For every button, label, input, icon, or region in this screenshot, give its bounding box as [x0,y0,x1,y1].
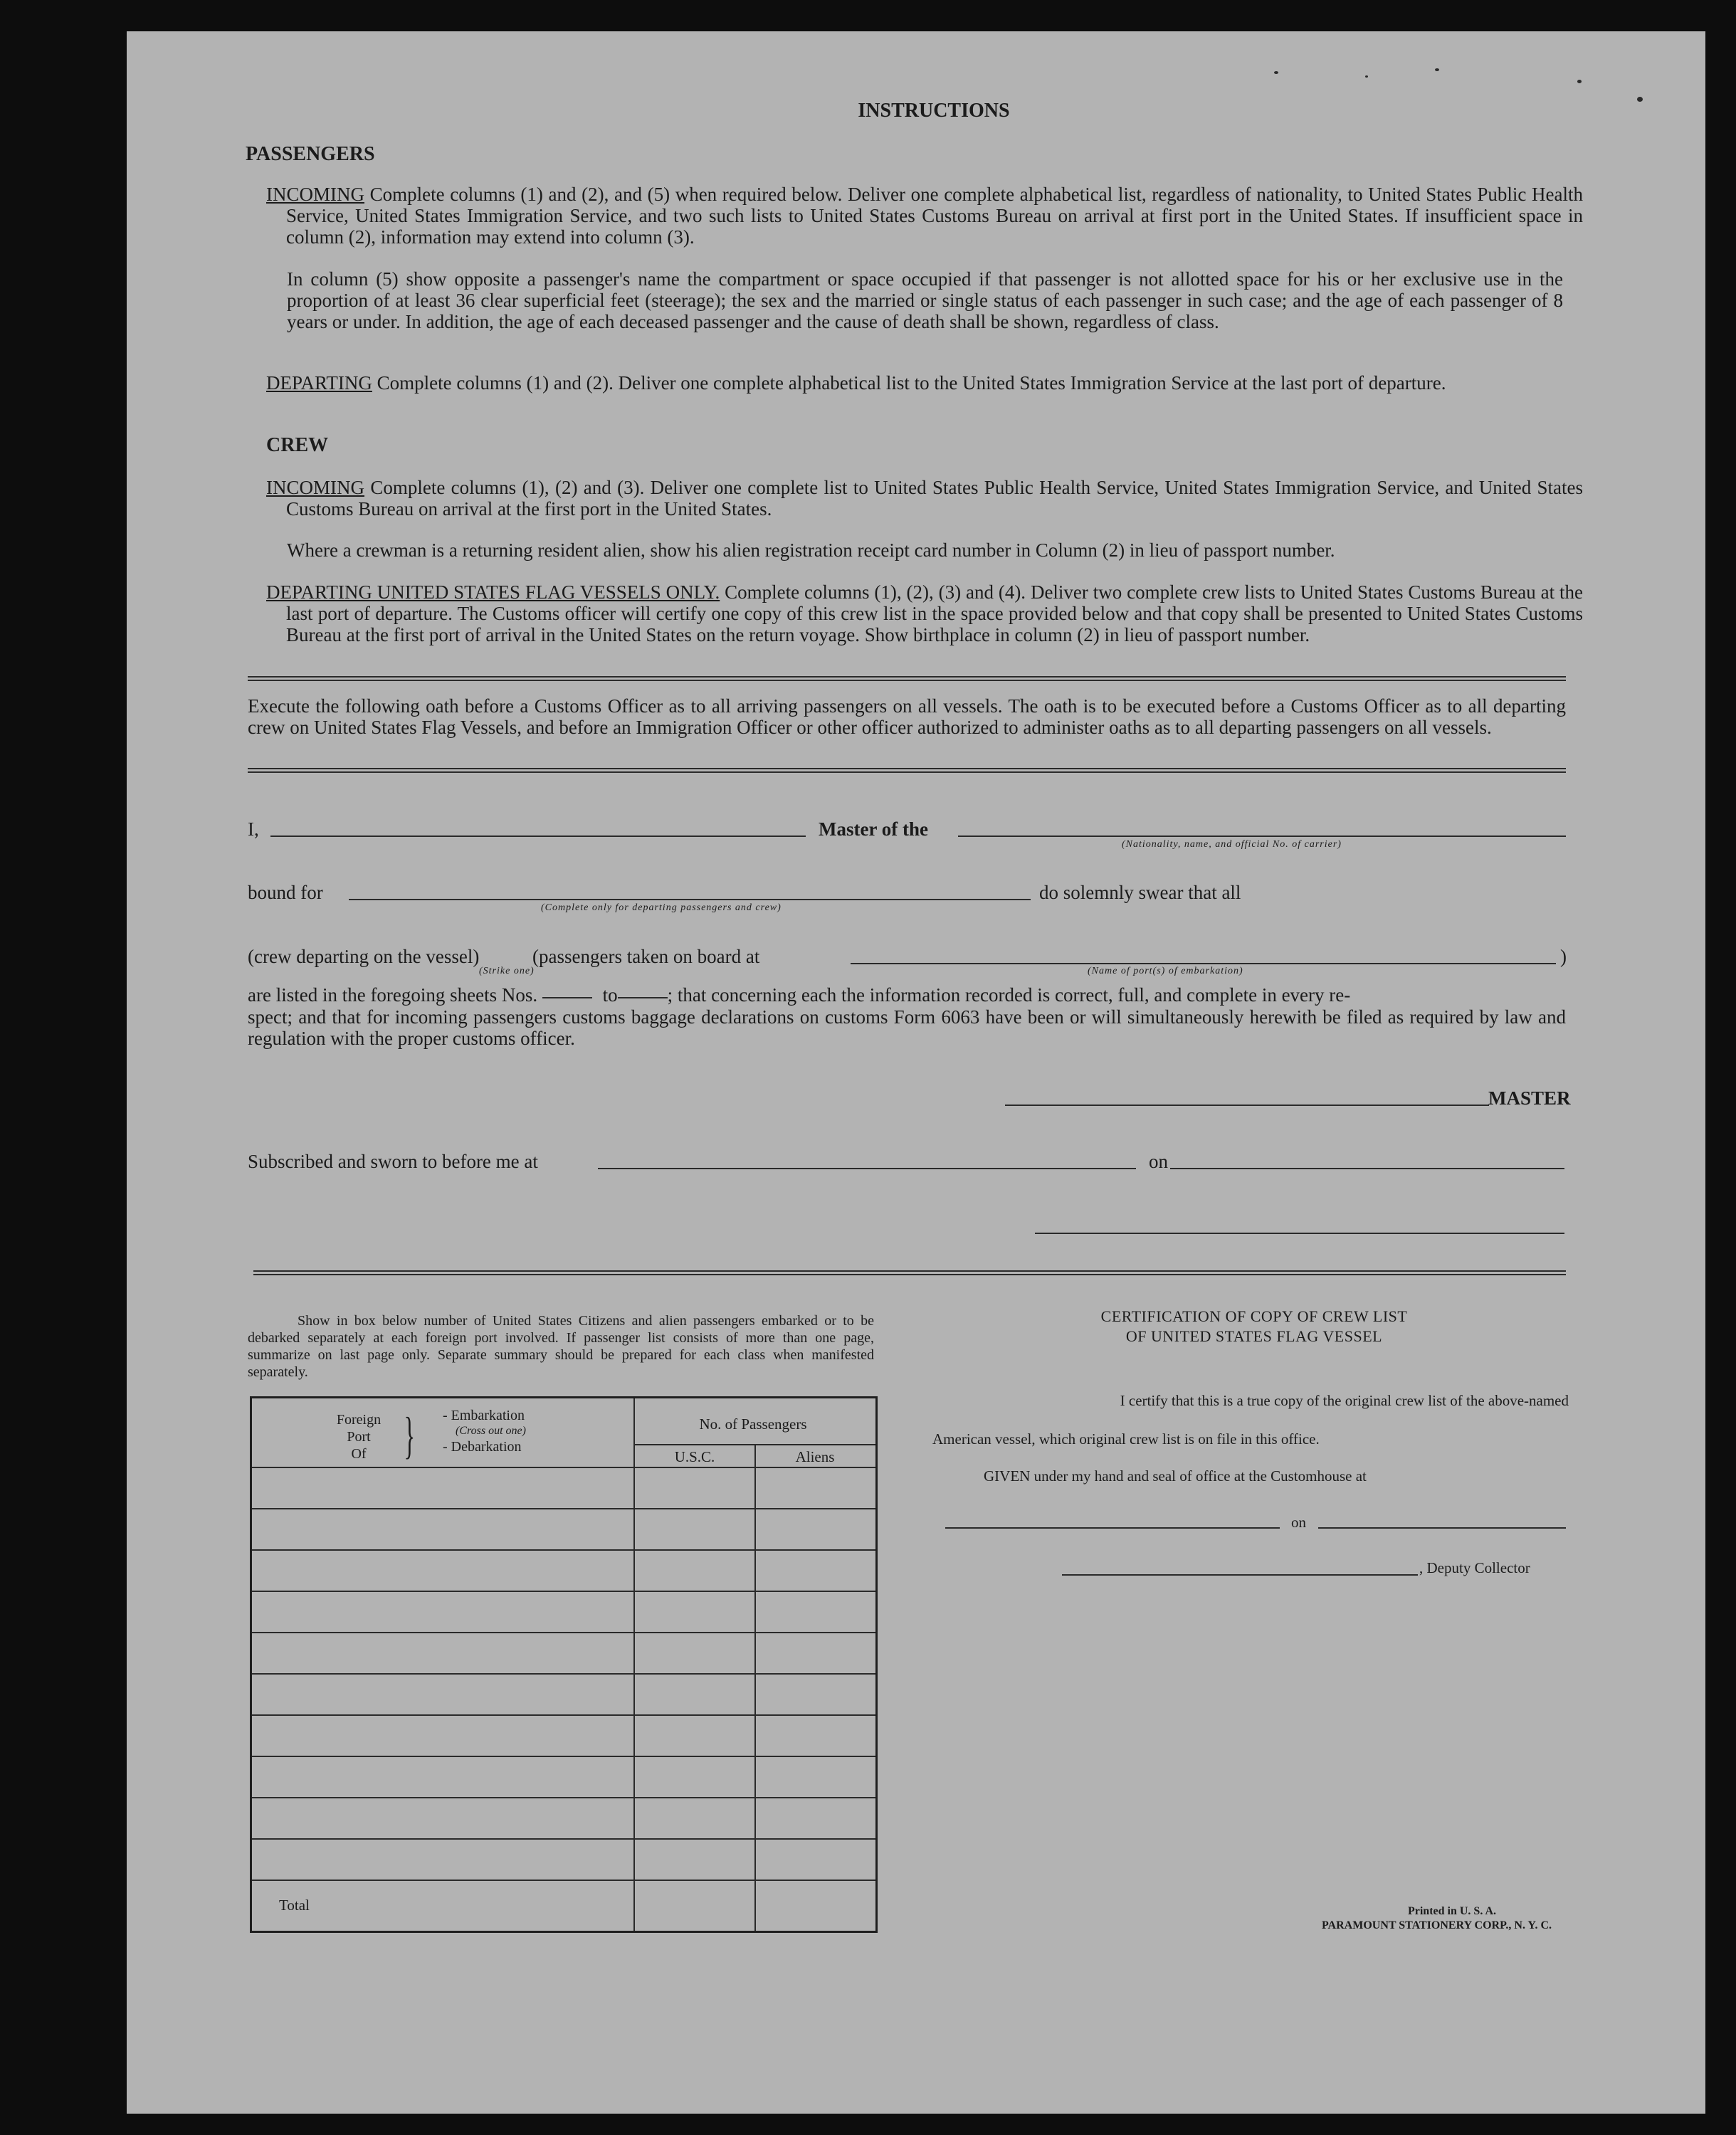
master-signature-field[interactable] [1005,1105,1489,1106]
passengers-departing-text: Complete columns (1) and (2). Deliver one complete alphabetical list to the United States Immigration Service at the last port of departure. [377,372,1446,394]
crew-departing-paragraph [266,581,1583,645]
sworn-place-field[interactable] [598,1168,1136,1169]
passengers-departing-paragraph [266,372,1583,394]
speck-mark [1274,71,1278,74]
crew-heading: CREW [266,434,329,456]
col-divider [633,1398,635,1931]
certification-date-field[interactable] [1318,1527,1566,1529]
brace-icon: } [404,1407,416,1464]
row-divider [252,1756,875,1757]
embarkation-option[interactable]: - Embarkation [443,1408,525,1423]
total-label: Total [279,1897,310,1914]
section-divider [248,768,1566,773]
crew-departing-label: DEPARTING UNITED STATES FLAG VESSELS ONLY. [266,581,720,603]
customhouse-field[interactable] [945,1527,1280,1529]
speck-mark [1577,80,1582,83]
col-divider [754,1444,756,1931]
officer-signature-field[interactable] [1035,1233,1564,1234]
close-paren: ) [1560,946,1567,967]
port-label: Port [347,1429,371,1445]
printer-line-1: Printed in U. S. A. [1407,1905,1496,1917]
column5-paragraph: In column (5) show opposite a passenger's name the compartment or space occupied if that passenger is not allotted space for his or her exclusive use in the proportion of at least 36 clear superficial feet (steerage); the sex and the married or single status of each passenger in such case; and the age of each passenger of 8 years or under. In addition, the age of each deceased passenger and the cause of death shall be shown, regardless of class. [287,268,1563,332]
bound-for-field[interactable] [349,899,1031,900]
no-of-passengers-header: No. of Passengers [699,1416,807,1433]
section-divider [248,676,1566,681]
passengers-taken-choice[interactable]: (passengers taken on board at [532,946,760,967]
page-title: INSTRUCTIONS [858,100,1010,122]
sworn-date-field[interactable] [1170,1168,1564,1169]
row-divider [633,1444,875,1445]
deputy-collector-signature-field[interactable] [1062,1574,1418,1576]
deputy-collector-label: , Deputy Collector [1419,1559,1530,1576]
usc-header: U.S.C. [674,1448,715,1465]
crew-incoming-label: INCOMING [266,477,364,498]
foreign-port-label [330,1411,387,1462]
certification-line-1: I certify that this is a true copy of the original crew list of the above-named [1120,1392,1569,1409]
passengers-departing-label: DEPARTING [266,372,372,394]
row-divider [252,1508,875,1509]
aliens-header: Aliens [795,1448,835,1465]
passengers-incoming-paragraph [266,184,1583,248]
certification-line-3: GIVEN under my hand and seal of office at the Customhouse at [984,1467,1367,1485]
sheet-from-field[interactable] [542,997,592,998]
passenger-summary-table [250,1396,878,1933]
bound-for-label: bound for [248,882,323,903]
sheet-to-field[interactable] [618,997,668,998]
embarkation-port-field[interactable] [851,963,1556,964]
listed-label: are listed in the foregoing sheets Nos. [248,984,538,1006]
crew-incoming-paragraph [266,477,1583,520]
row-divider [252,1880,875,1881]
crew-departing-text: Complete columns (1), (2), (3) and (4). Deliver two complete crew lists to United States Customs Bureau at the last port of departure. The Customs officer will certify one copy of this crew list in the space provided below and that copy shall be presented to United States Customs Bureau at the first port of arrival in the United States on the return voyage. Show birthplace in column (2) in lieu of passport number. [286,581,1583,645]
foreign-label: Foreign [336,1412,382,1428]
master-label: MASTER [1488,1087,1571,1109]
section-divider [253,1270,1566,1275]
passengers-incoming-label: INCOMING [266,184,364,205]
certification-heading-1: CERTIFICATION OF COPY OF CREW LIST [1100,1307,1408,1325]
strike-one-caption: (Strike one) [479,966,535,976]
swear-label: do solemnly swear that all [1039,882,1241,903]
master-of-the-label: Master of the [819,818,928,840]
subscribed-label: Subscribed and sworn to before me at [248,1151,538,1172]
speck-mark [1435,68,1439,71]
port-caption: (Name of port(s) of embarkation) [1088,966,1243,976]
form-sheet [127,31,1705,2114]
crew-resident-paragraph: Where a crewman is a returning resident alien, show his alien registration receipt card number in Column (2) in lieu of passport number. [287,539,1335,561]
crew-departing-choice[interactable]: (crew departing on the vessel) [248,946,480,967]
row-divider [252,1591,875,1592]
listed-continuation: ; that concerning each the information recorded is correct, full, and complete in every re- [667,984,1351,1006]
passengers-incoming-text: Complete columns (1) and (2), and (5) when required below. Deliver one complete alphabetical list, regardless of nationality, to United States Public Health Service, United States Immigration Service, and two such lists to United States Customs Bureau on arrival at first port in the United States. If insufficient space in column (2), information may extend into column (3). [286,184,1584,248]
crew-incoming-text: Complete columns (1), (2) and (3). Deliver one complete list to United States Public Health Service, United States Immigration Service, and United States Customs Bureau on arrival at the first port in the United States. [286,477,1584,520]
passengers-heading: PASSENGERS [246,143,375,165]
carrier-field[interactable] [958,835,1566,837]
debarkation-option[interactable]: - Debarkation [443,1439,522,1455]
master-name-field[interactable] [270,835,806,837]
oath-i-label: I, [248,818,259,840]
row-divider [252,1714,875,1716]
row-divider [252,1467,875,1468]
row-divider [252,1632,875,1633]
listed-paragraph: spect; and that for incoming passengers customs baggage declarations on customs Form 6063 have been or will simultaneously herewith be filed as required by law and regulation with the proper customs officer. [248,1006,1566,1049]
speck-mark [1637,97,1643,102]
certification-line-2: American vessel, which original crew list is on file in this office. [932,1430,1320,1448]
row-divider [252,1549,875,1551]
certification-on-label: on [1291,1514,1306,1531]
bound-for-caption: (Complete only for departing passengers and crew) [541,902,782,913]
listed-line-start [248,985,1350,1006]
row-divider [252,1797,875,1798]
summary-instruction: Show in box below number of United States Citizens and alien passengers embarked or to be debarked separately at each foreign port involved. If passenger list consists of more than one page, summarize on last page only. Separate summary should be prepared for each class when manifested separately. [248,1313,874,1380]
sworn-on-label: on [1149,1151,1168,1172]
of-label: Of [351,1446,367,1462]
row-divider [252,1673,875,1675]
speck-mark [1365,75,1368,78]
row-divider [252,1838,875,1840]
to-label: to [602,984,618,1006]
embark-options [443,1407,526,1455]
carrier-caption: (Nationality, name, and official No. of carrier) [1122,839,1342,850]
certification-heading-2: OF UNITED STATES FLAG VESSEL [1125,1327,1383,1345]
printer-line-2: PARAMOUNT STATIONERY CORP., N. Y. C. [1321,1919,1552,1931]
cross-out-caption: (Cross out one) [456,1425,526,1437]
oath-instruction: Execute the following oath before a Customs Officer as to all arriving passengers on all vessels. The oath is to be executed before a Customs Officer as to all departing crew on United States Flag Vessels, and before an Immigration Officer or other officer authorized to administer oaths as to all departing passengers on all vessels. [248,695,1566,738]
